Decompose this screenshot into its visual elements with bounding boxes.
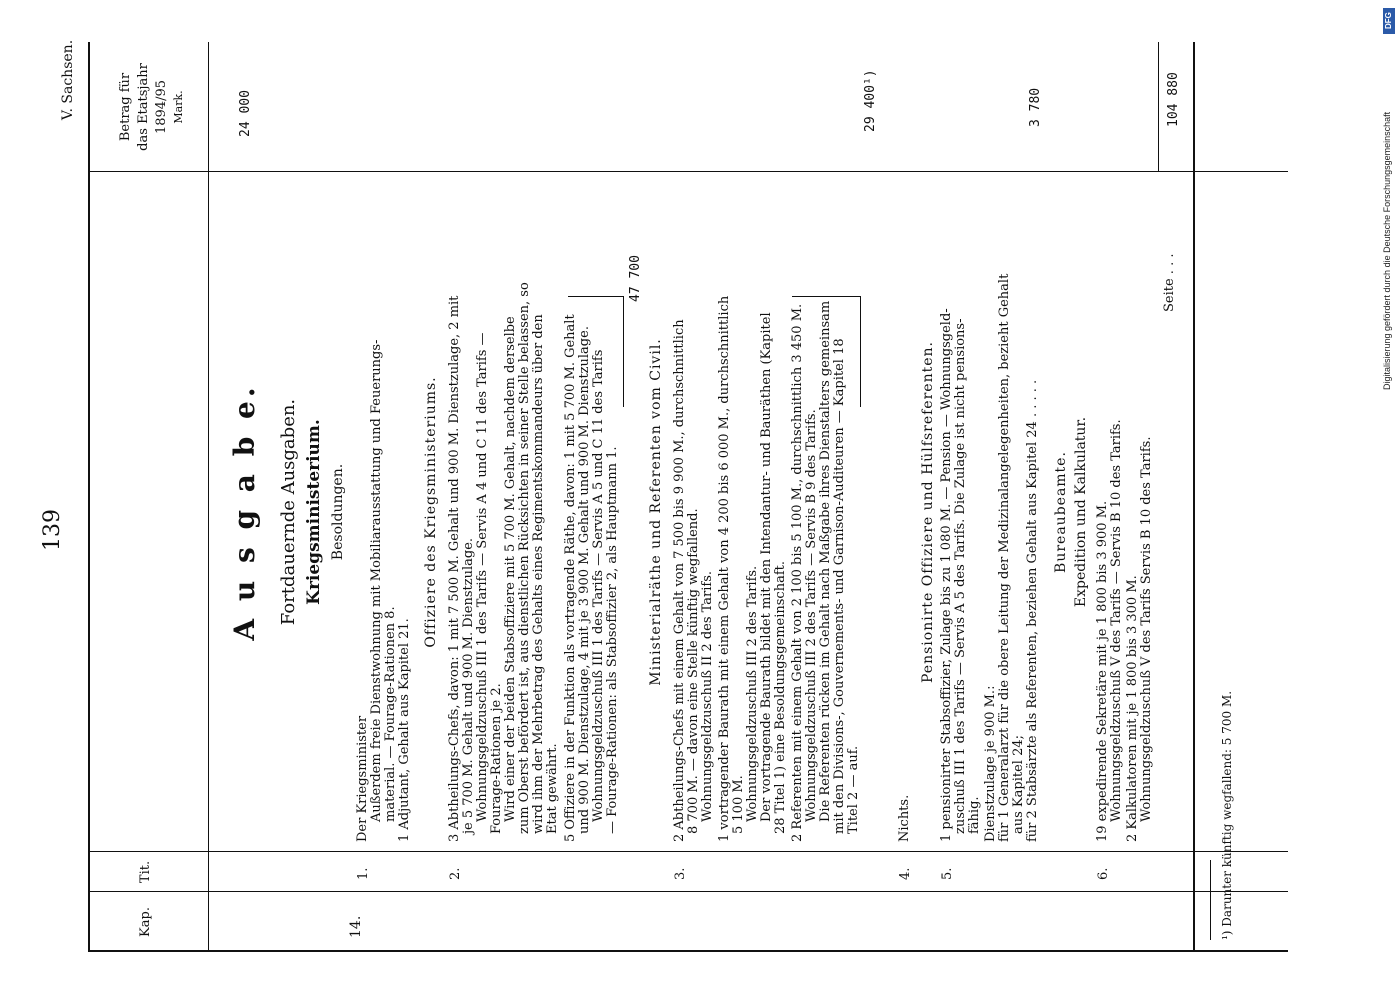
header-bottom-rule (208, 42, 209, 952)
t2-line-8: Etat gewährt. (545, 743, 560, 834)
subtotal-vrule-t2 (568, 296, 624, 297)
t2-line-5: Wird einer der beiden Stabsoffiziere mit 5 700 M. Gehalt, nachdem derselbe (503, 316, 518, 822)
titel-4: 4. (898, 867, 913, 880)
t2-line-1: 3 Abtheilungs-Chefs, davon: 1 mit 7 500 M. Gehalt und 900 M. Dienstzulage, 2 mit (447, 295, 462, 842)
t5-line-6: aus Kapitel 24; (1011, 735, 1026, 834)
subtotal-vrule-t3 (792, 296, 861, 297)
t2-line-7: wird ihm der Mehrbetrag des Gehalts eines Regimentskommandeurs über den (531, 314, 546, 834)
main-heading: A u s g a b e. (228, 383, 261, 641)
t1-line-2: Außerdem freie Dienstwohnung mit Mobiliarausstattung und Feuerungs- (369, 339, 384, 822)
t6-line-2: Wohnungsgeldzuschuß V des Tarifs — Servis B 10 des Tarifs. (1109, 419, 1124, 822)
subtotal-rule-t3 (860, 297, 861, 407)
page-number: 139 (40, 509, 65, 551)
t5-line-2: zuschuß III 1 des Tarifs — Servis A 5 des Tarifs. Die Zulage ist nicht pensions- (953, 318, 968, 834)
t6-line-1: 19 expedirende Sekretäre mit je 1 800 bis 3 900 M. (1095, 500, 1110, 842)
t3-line-9: 2 Referenten mit einem Gehalt von 2 100 bis 5 100 M., durchschnittlich 3 450 M. (790, 303, 805, 842)
header-betrag-2: das Etatsjahr (136, 63, 151, 151)
t2-line-10: und 900 M. Dienstzulage, 4 mit je 3 900 M. Gehalt und 900 M. Dienstzulage. (577, 326, 592, 834)
amount-t2: 47 700 (628, 255, 643, 302)
t5-line-3: fähig. (967, 796, 982, 834)
t2-line-11: Wohnungsgeldzuschuß III 1 des Tarifs — Servis A 5 und C 11 des Tarifs (591, 349, 606, 822)
seite-label: Seite . . . (1162, 253, 1177, 312)
titel-5: 5. (940, 867, 955, 880)
t3-line-8: 28 Titel 1) eine Besoldungsgemeinschaft. (773, 560, 788, 834)
t2-line-2: je 5 700 M. Gehalt und 900 M. Dienstzulage. (461, 537, 476, 834)
table-top-rule (88, 42, 90, 952)
t1-line-1: Der Kriegsminister (355, 715, 370, 842)
t5-line-5: für 1 Generalarzt für die obere Leitung der Medizinalangelegenheiten, bezieht Gehalt (997, 273, 1012, 842)
section-bureaubeamte: Bureaubeamte. (1053, 451, 1069, 573)
amount-t5: 3 780 (1028, 87, 1043, 127)
section-pensionirte: Pensionirte Offiziere und Hülfsreferenten. (920, 341, 936, 683)
section-ministerialraethe: Ministerialräthe und Referenten vom Civil. (648, 338, 664, 686)
t3-line-10: Wohnungsgeldzuschuß III 2 des Tarifs — Servis B 9 des Tarifs. (804, 409, 819, 822)
col-rule-text (88, 851, 1288, 852)
t6-line-4: Wohnungsgeldzuschuß V des Tarifs Servis B 10 des Tarifs. (1139, 436, 1154, 822)
amount-seite: 104 880 (1166, 72, 1181, 127)
t3-line-5: 5 100 M. (731, 775, 746, 834)
t3-line-1: 2 Abtheilungs-Chefs mit einem Gehalt von 7 500 bis 9 900 M., durchschnittlich (672, 319, 687, 842)
col-rule-tit (88, 891, 1288, 892)
total-rule (1158, 42, 1159, 172)
t3-line-6: Wohnungsgeldzuschuß III 2 des Tarifs. (745, 565, 760, 822)
t5-line-1: 1 pensionirter Stabsoffizier, Zulage bis zu 1 080 M. — Pension — Wohnungsgeld- (939, 308, 954, 842)
t2-line-12: — Fourage-Rationen: als Stabsoffizier 2, als Hauptmann 1. (605, 446, 620, 834)
subtotal-rule-t2 (623, 297, 624, 407)
header-betrag-1: Betrag für (118, 72, 133, 142)
section-fortdauernde: Fortdauernde Ausgaben. (278, 398, 299, 626)
digitization-note: Digitalisierung gefördert durch die Deutsche Forschungsgemeinschaft (1382, 111, 1392, 390)
col-rule-amount (88, 171, 1288, 172)
section-expedition: Expedition und Kalkulatur. (1073, 416, 1089, 608)
header-betrag-3: 1894/95 (154, 80, 169, 135)
section-besoldungen: Besoldungen. (330, 463, 346, 561)
t6-line-3: 2 Kalkulatoren mit je 1 800 bis 3 300 M. (1125, 575, 1140, 842)
t1-line-3: material. — Fourage-Rationen 8. (383, 606, 398, 822)
footnote: ¹) Darunter künftig wegfallend: 5 700 M. (1220, 690, 1234, 940)
amount-t1: 24 000 (238, 90, 253, 137)
titel-2: 2. (448, 867, 463, 880)
titel-6: 6. (1096, 867, 1111, 880)
t2-line-9: 5 Offiziere in der Funktion als vortragende Räthe, davon: 1 mit 5 700 M. Gehalt (563, 314, 578, 842)
table-bottom-rule (1193, 42, 1195, 952)
col-rule-kap (88, 950, 1288, 952)
dfg-logo: DFG (1383, 8, 1395, 34)
t3-line-3: Wohnungsgeldzuschuß II 2 des Tarifs. (700, 570, 715, 822)
header-kap: Kap. (138, 907, 153, 937)
kapitel-number: 14. (348, 915, 364, 938)
header-betrag-4: Mark. (172, 90, 185, 124)
footnote-rule (1210, 860, 1211, 940)
amount-t3: 29 400¹) (863, 69, 878, 132)
header-tit: Tit. (138, 860, 153, 884)
t5-line-7: für 2 Stabsärzte als Referenten, beziehen Gehalt aus Kapitel 24 . . . . . (1025, 379, 1040, 842)
t3-line-13: Titel 2 — auf. (846, 745, 861, 834)
section-ministerium: Kriegsministerium. (304, 419, 324, 605)
t2-line-4: Fourage-Rationen je 2. (489, 683, 504, 834)
t4-line-1: Nichts. (897, 794, 912, 842)
t1-line-4: 1 Adjutant, Gehalt aus Kapitel 21. (397, 618, 412, 842)
titel-3: 3. (673, 867, 688, 880)
titel-1: 1. (356, 867, 371, 880)
budget-table (88, 42, 1288, 952)
section-offiziere-km: Offiziere des Kriegsministeriums. (423, 376, 439, 648)
t3-line-4: 1 vortragender Baurath mit einem Gehalt von 4 200 bis 6 000 M., durchschnittlich (717, 295, 732, 842)
t5-line-4: Dienstzulage je 900 M.: (983, 685, 998, 842)
t3-line-2: 8 700 M. — davon eine Stelle künftig wegfallend. (686, 508, 701, 834)
t3-line-12: mit den Divisions-, Gouvernements- und Garnison-Auditeuren — Kapitel 18 (832, 338, 847, 834)
t2-line-3: Wohnungsgeldzuschuß III 1 des Tarifs — Servis A 4 und C 11 des Tarifs — (475, 332, 490, 822)
running-head: V. Sachsen. (60, 39, 76, 121)
t3-line-7: Der vortragende Baurath bildet mit den Intendantur- und Bauräthen (Kapitel (759, 312, 774, 822)
t2-line-6: zum Oberst befördert ist, aus dienstlichen Rücksichten in seiner Stelle belassen, so (517, 282, 532, 834)
t3-line-11: Die Referenten rücken im Gehalt nach Maßgabe ihres Dienstalters gemeinsam (818, 300, 833, 822)
